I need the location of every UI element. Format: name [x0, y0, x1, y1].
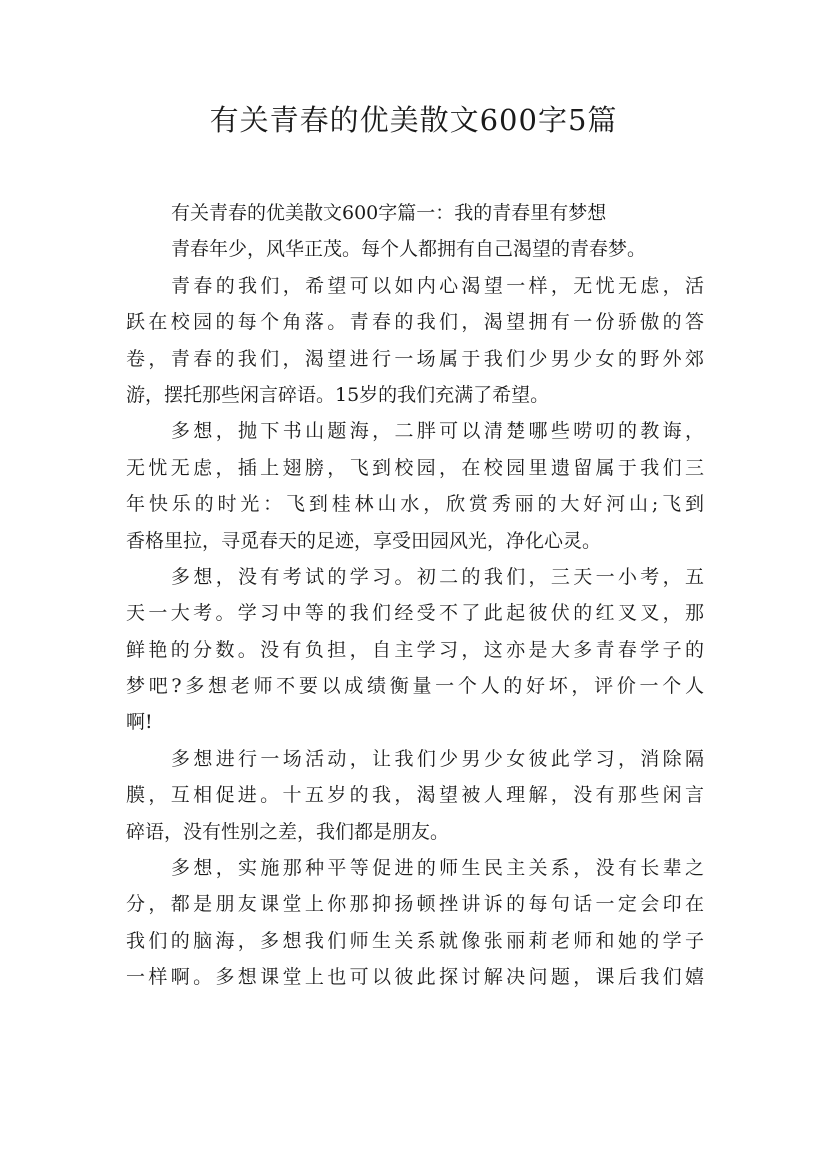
text-line: 多想，实施那种平等促进的师生民主关系，没有长辈之 [171, 857, 704, 880]
text-line: 有关青春的优美散文600字篇一：我的青春里有梦想 [171, 202, 607, 224]
text-line: 卷，青春的我们，渴望进行一场属于我们少男少女的野外郊 [126, 347, 704, 370]
text-line: 碎语，没有性别之差，我们都是朋友。 [126, 820, 450, 843]
document-body [126, 195, 704, 996]
text-line: 一样啊。多想课堂上也可以彼此探讨解决问题，课后我们嬉 [126, 966, 704, 989]
text-line: 梦吧?多想老师不要以成绩衡量一个人的好坏，评价一个人 [126, 675, 704, 698]
text-line: 多想，抛下书山题海，二胖可以清楚哪些唠叨的教诲， [171, 420, 704, 443]
text-line: 膜，互相促进。十五岁的我，渴望被人理解，没有那些闲言 [126, 784, 704, 807]
text-line: 香格里拉，寻觅春天的足迹，享受田园风光，净化心灵。 [126, 529, 602, 552]
text-line: 鲜艳的分数。没有负担，自主学习，这亦是大多青春学子的 [126, 638, 704, 661]
text-line: 游，摆托那些闲言碎语。15岁的我们充满了希望。 [126, 383, 550, 406]
text-line: 天一大考。学习中等的我们经受不了此起彼伏的红叉叉，那 [126, 602, 704, 625]
text-line: 年快乐的时光：飞到桂林山水，欣赏秀丽的大好河山;飞到 [126, 493, 704, 516]
text-line: 多想进行一场活动，让我们少男少女彼此学习，消除隔 [171, 747, 704, 770]
text-line: 我们的脑海，多想我们师生关系就像张丽莉老师和她的学子 [126, 929, 704, 952]
text-line: 青春年少，风华正茂。每个人都拥有自己渴望的青春梦。 [171, 238, 647, 261]
text-line: 跃在校园的每个角落。青春的我们，渴望拥有一份骄傲的答 [126, 311, 704, 334]
text-line: 无忧无虑，插上翅膀，飞到校园，在校园里遗留属于我们三 [126, 456, 704, 479]
text-line: 啊! [126, 711, 153, 734]
text-line: 分，都是朋友课堂上你那抑扬顿挫讲诉的每句话一定会印在 [126, 893, 704, 916]
text-line: 青春的我们，希望可以如内心渴望一样，无忧无虑，活 [171, 274, 704, 297]
document-title: 有关青春的优美散文600字5篇 [209, 103, 618, 137]
text-line: 多想，没有考试的学习。初二的我们，三天一小考，五 [171, 565, 704, 588]
